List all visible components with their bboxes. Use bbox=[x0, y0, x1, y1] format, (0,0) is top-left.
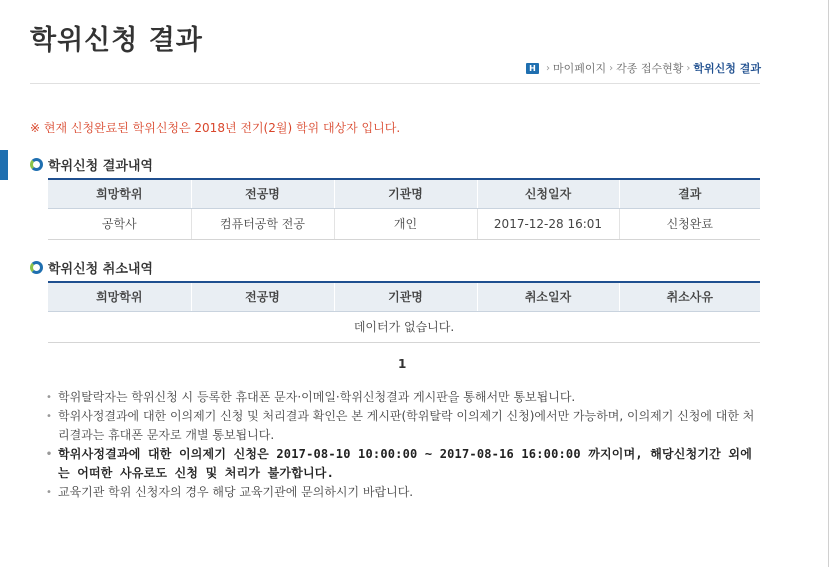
pagination-page-current[interactable]: 1 bbox=[398, 357, 407, 371]
column-header: 전공명 bbox=[191, 282, 334, 311]
breadcrumb-item-mypage[interactable]: 마이페이지 bbox=[553, 62, 607, 75]
column-header: 결과 bbox=[619, 179, 760, 208]
notes-list bbox=[46, 388, 762, 502]
table-cell: 2017-12-28 16:01 bbox=[477, 208, 619, 239]
column-header: 신청일자 bbox=[477, 179, 619, 208]
table-cell: 공학사 bbox=[48, 208, 191, 239]
table-row bbox=[48, 208, 760, 239]
breadcrumb-separator-icon: › bbox=[546, 62, 550, 74]
result-section-label: 학위신청 결과내역 bbox=[48, 159, 153, 174]
column-header: 취소사유 bbox=[619, 282, 760, 311]
table-cell: 개인 bbox=[334, 208, 477, 239]
section-bullet-icon bbox=[30, 261, 43, 274]
breadcrumb-separator-icon: › bbox=[686, 62, 691, 74]
table-cell: 컴퓨터공학 전공 bbox=[191, 208, 334, 239]
cancel-table bbox=[48, 281, 760, 343]
page-title: 학위신청 결과 bbox=[30, 25, 203, 56]
title-divider bbox=[30, 83, 760, 84]
empty-message: 데이터가 없습니다. bbox=[48, 311, 760, 342]
result-table bbox=[48, 178, 760, 240]
breadcrumb-item-current: 학위신청 결과 bbox=[693, 62, 761, 75]
breadcrumb bbox=[526, 60, 761, 76]
table-row bbox=[48, 311, 760, 342]
column-header: 희망학위 bbox=[48, 282, 191, 311]
table-cell: 신청완료 bbox=[619, 208, 760, 239]
breadcrumb-separator-icon: › bbox=[609, 62, 614, 74]
column-header: 희망학위 bbox=[48, 179, 191, 208]
left-edge-accent bbox=[0, 150, 8, 180]
table-header-row bbox=[48, 179, 760, 208]
list-item: • 학위탈락자는 학위신청 시 등록한 휴대폰 문자·이메일·학위신청결과 게시판을 통해서만 통보됩니다. bbox=[46, 388, 762, 407]
column-header: 취소일자 bbox=[477, 282, 619, 311]
cancel-section-title bbox=[30, 258, 153, 277]
list-item: • 교육기관 학위 신청자의 경우 해당 교육기관에 문의하시기 바랍니다. bbox=[46, 483, 762, 502]
column-header: 기관명 bbox=[334, 282, 477, 311]
notice-text: ※ 현재 신청완료된 학위신청은 2018년 전기(2월) 학위 대상자 입니다. bbox=[30, 121, 401, 135]
cancel-section-label: 학위신청 취소내역 bbox=[48, 262, 153, 277]
table-header-row bbox=[48, 282, 760, 311]
list-item: • 학위사정결과에 대한 이의제기 신청은 2017-08-10 10:00:00 ~ 2017-08-16 16:00:00 까지이며, 해당신청기간 외에는 어떠한 사유로도 신청 및 처리가 불가합니다. bbox=[46, 445, 762, 483]
section-bullet-icon bbox=[30, 158, 43, 171]
result-section-title bbox=[30, 155, 153, 174]
column-header: 기관명 bbox=[334, 179, 477, 208]
breadcrumb-item-status[interactable]: 각종 접수현황 bbox=[616, 62, 684, 75]
list-item: • 학위사정결과에 대한 이의제기 신청 및 처리결과 확인은 본 게시판(학위탈락 이의제기 신청)에서만 가능하며, 이의제기 신청에 대한 처리결과는 휴대폰 문자로 개별 통보됩니다. bbox=[46, 407, 762, 445]
home-icon[interactable]: H bbox=[526, 63, 539, 74]
column-header: 전공명 bbox=[191, 179, 334, 208]
